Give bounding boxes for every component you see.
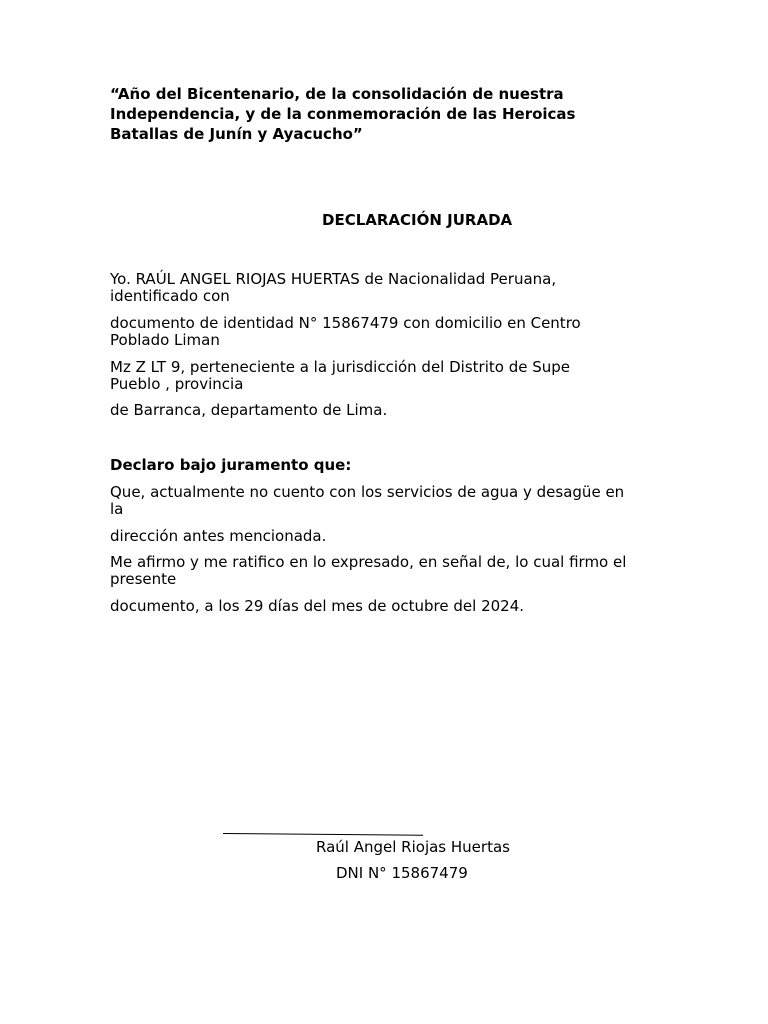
- header-line-3: Batallas de Junín y Ayacucho”: [110, 125, 363, 143]
- signature-name: Raúl Angel Riojas Huertas: [316, 838, 510, 856]
- intro-line-3: documento de identidad N° 15867479 con domicilio en Centro: [110, 314, 581, 332]
- intro-line-6: Pueblo , provincia: [110, 375, 244, 393]
- body-line-1: Que, actualmente no cuento con los servicios de agua y desagüe en: [110, 483, 625, 501]
- intro-line-1: Yo. RAÚL ANGEL RIOJAS HUERTAS de Nacionalidad Peruana,: [110, 270, 557, 288]
- intro-line-4: Poblado Liman: [110, 331, 220, 349]
- body-line-2: la: [110, 500, 124, 518]
- signature-line: [223, 833, 423, 836]
- body-line-3: dirección antes mencionada.: [110, 527, 327, 545]
- header-line-1: “Año del Bicentenario, de la consolidación de nuestra: [110, 85, 564, 103]
- intro-line-7: de Barranca, departamento de Lima.: [110, 401, 388, 419]
- declaration-heading: Declaro bajo juramento que:: [110, 456, 352, 474]
- signature-dni: DNI N° 15867479: [336, 864, 468, 882]
- header-line-2: Independencia, y de la conmemoración de las Heroicas: [110, 105, 576, 123]
- body-line-4: Me afirmo y me ratifico en lo expresado, en señal de, lo cual firmo el: [110, 553, 627, 571]
- intro-line-2: identificado con: [110, 287, 230, 305]
- body-line-5: presente: [110, 570, 177, 588]
- body-line-6: documento, a los 29 días del mes de octubre del 2024.: [110, 597, 525, 615]
- intro-line-5: Mz Z LT 9, perteneciente a la jurisdicción del Distrito de Supe: [110, 358, 570, 376]
- document-title: DECLARACIÓN JURADA: [322, 211, 513, 229]
